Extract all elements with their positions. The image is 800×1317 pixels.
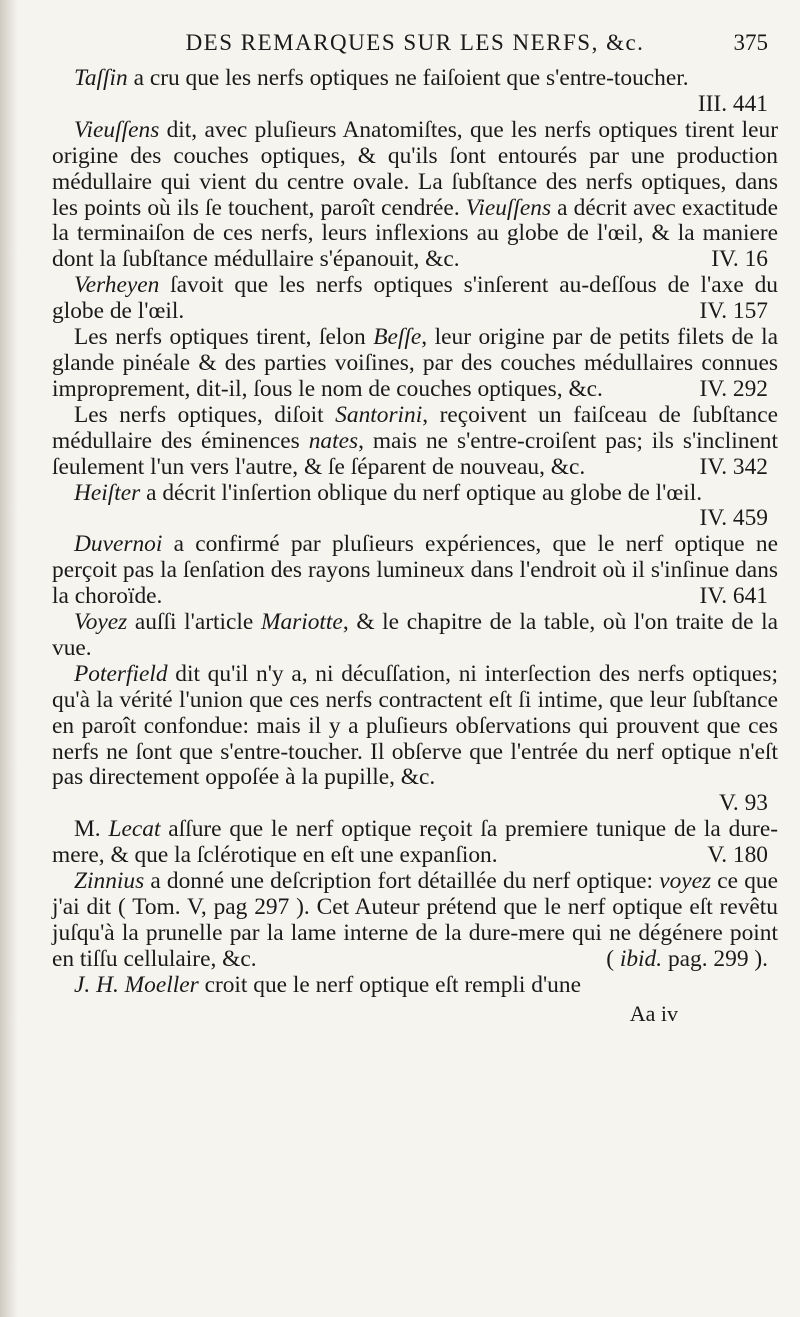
paragraph-text: a décrit l'inſertion oblique du nerf optique au globe de l'œil. — [140, 479, 703, 506]
paragraph-vieussens — [52, 118, 778, 273]
paragraph-moeller — [52, 973, 778, 999]
paragraph-besse — [52, 325, 778, 403]
author-name: Duvernoi — [74, 531, 163, 558]
paragraph-text: dit qu'il n'y a, ni décuſſation, ni interſection des nerfs optiques; qu'à la vérité l'union que ces nerfs contractent eſt ſi intime, que leur ſubſtance en paroît confondue: mais il y a pluſieurs obſervations qui prouvent que ces nerfs ne ſont que s'entre-toucher. Il obſerve que l'entrée du nerf optique n'eſt pas directement oppoſée à la pupille, &c. — [52, 660, 778, 791]
page-number: 375 — [733, 30, 768, 55]
paragraph-text: ſavoit que les nerfs optiques s'inſerent au-deſſous de l'axe du globe de l'œil. — [52, 272, 778, 325]
paragraph-text: croit que le nerf optique eſt rempli d'une — [198, 971, 581, 998]
paragraph-duvernoi — [52, 532, 778, 610]
author-name: Taſſin — [74, 65, 128, 91]
author-name: Santorini — [335, 401, 423, 428]
paragraph-heister — [52, 481, 778, 533]
volume-reference: IV. 292 — [699, 375, 768, 402]
volume-reference: IV. 641 — [699, 583, 768, 610]
author-name: J. H. Moeller — [74, 971, 199, 998]
paragraph-zinnius — [52, 869, 778, 973]
paragraph-text: M. — [74, 816, 109, 843]
paragraph-text: , mais ne s'entre-croiſent pas; ils s'inclinent ſeulement l'un vers l'autre, & ſe ſéparent de nouveau, &c. — [52, 427, 778, 480]
author-name: Lecat — [108, 816, 161, 843]
ref-page: pag. 299 ). — [662, 945, 768, 972]
paragraph-text: , & le chapitre de la table, où l'on traite de la vue. — [52, 609, 778, 661]
ref-open-paren: ( — [606, 945, 620, 972]
paragraph-text: ce que j'ai dit ( Tom. V, pag 297 ). Cet Auteur prétend que le nerf optique eſt revêtu juſqu'à la prunelle par la lame interne de la dure-mere qui ne dégénere point en tiſſu cellulaire, &c. — [52, 868, 779, 972]
paragraph-lecat — [52, 817, 778, 869]
paragraph-tassin — [52, 66, 778, 118]
italic-term: nates — [308, 427, 359, 454]
volume-reference: III. 441 — [697, 90, 768, 117]
paragraph-verheyen — [52, 273, 778, 325]
paragraph-voyez-mariotte — [52, 610, 778, 662]
paragraph-text: a confirmé par pluſieurs expériences, que le nerf optique ne perçoit pas la ſenſation des rayons lumineux dans l'endroit où il s'inſinue dans la choroïde. — [52, 531, 778, 610]
author-name: Heiſter — [74, 479, 141, 506]
volume-reference: IV. 459 — [699, 505, 768, 532]
volume-reference: V. 93 — [719, 790, 768, 817]
ref-ibid: ibid. — [619, 945, 663, 972]
signature-mark: Aa iv — [629, 1000, 678, 1026]
paragraph-text: auſſi l'article — [127, 609, 261, 636]
author-name: Verheyen — [74, 272, 160, 299]
volume-reference: V. 180 — [707, 842, 768, 869]
paragraph-text: a cru que les nerfs optiques ne faiſoient que s'entre-toucher. — [127, 65, 689, 91]
author-name: Vieuſſens — [74, 116, 160, 143]
paragraph-text: Les nerfs optiques, diſoit — [74, 401, 336, 428]
volume-reference: IV. 16 — [711, 246, 768, 273]
paragraph-text: dit, avec pluſieurs Anatomiſtes, que les nerfs optiques tirent leur origine des couches optiques, & qu'ils ſont entourés par une production médullaire qui vient du centre ovale. La ſubſtance des nerfs optiques, dans les points où ils ſe touchent, paroît cendrée. — [52, 116, 778, 221]
paragraph-text: , reçoivent un faiſceau de ſubſtance médullaire des éminences — [52, 401, 778, 454]
volume-reference — [606, 947, 768, 973]
author-name: Vieuſſens — [465, 194, 552, 221]
author-name: Mariotte — [260, 609, 343, 636]
paragraph-text: a donné une deſcription fort détaillée du nerf optique: — [144, 868, 660, 895]
running-header — [52, 30, 778, 66]
author-name: Poterfield — [74, 660, 168, 687]
paragraph-poterfield — [52, 662, 778, 817]
paragraph-santorini — [52, 403, 778, 481]
volume-reference: IV. 157 — [699, 298, 768, 325]
author-name: Beſſe — [373, 324, 422, 351]
author-name: Zinnius — [74, 868, 145, 895]
paragraph-text: a décrit avec exactitude la terminaiſon de ces nerfs, leurs inflexions au globe de l'œil, & la maniere dont la ſubſtance médullaire s'épanouit, &c. — [52, 194, 779, 273]
italic-term: Voyez — [74, 609, 128, 636]
paragraph-text: Les nerfs optiques tirent, ſelon — [74, 324, 374, 351]
paragraph-text: aſſure que le nerf optique reçoit ſa premiere tunique de la dure-mere, & que la ſclérotique en eſt une expanſion. — [52, 816, 778, 869]
page-body — [52, 66, 778, 999]
volume-reference: IV. 342 — [699, 453, 768, 480]
italic-term: voyez — [659, 868, 712, 895]
running-title: DES REMARQUES SUR LES NERFS, &c. — [185, 30, 645, 55]
paragraph-text: , leur origine par de petits filets de la glande pinéale & des parties voiſines, par des couches médullaires connues improprement, dit-il, ſous le nom de couches optiques, &c. — [52, 324, 778, 402]
